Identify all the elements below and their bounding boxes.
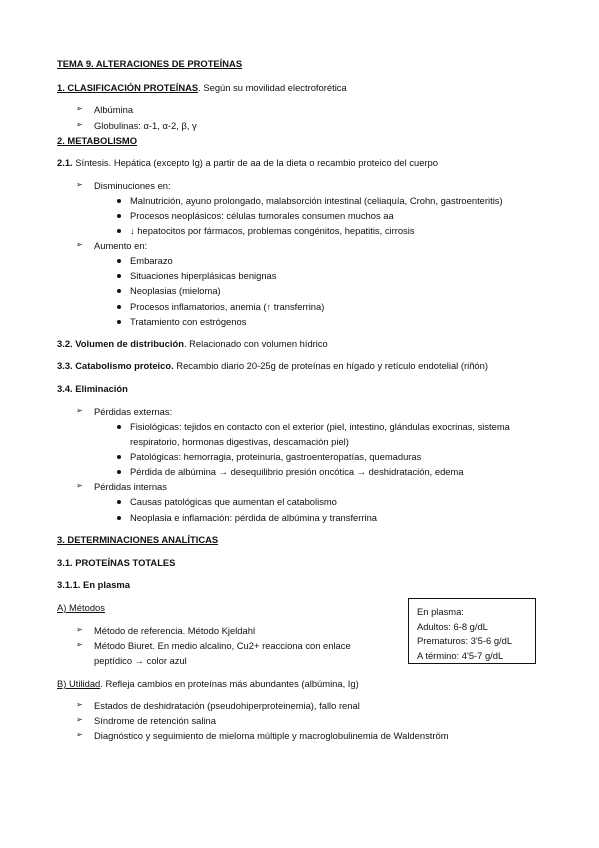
catabolismo-text: Recambio diario 20-25g de proteínas en hígado y retículo endotelial (riñón)	[173, 360, 488, 371]
bullet-dot-icon	[117, 305, 121, 309]
list-item: Albúmina	[94, 104, 134, 115]
box-line: A término: 4'5-7 g/dL	[417, 649, 504, 661]
list-item: Fisiológicas: tejidos en contacto con el exterior (piel, intestino, glándulas exocrinas, sistema	[130, 421, 510, 432]
list-item: Aumento en:	[94, 240, 148, 251]
bullet-dot-icon	[117, 274, 121, 278]
section-1-heading	[57, 82, 347, 94]
arrow-bullet-icon: ➢	[76, 104, 83, 113]
bullet-dot-icon	[117, 320, 121, 324]
list-item: Malnutrición, ayuno prolongado, malabsorción intestinal (celiaquía, Crohn, gastroenteritis)	[130, 195, 503, 206]
utilidad-label: B) Utilidad	[57, 678, 101, 689]
sintesis-number: 2.1.	[57, 157, 73, 168]
list-item: ↓ hepatocitos por fármacos, problemas congénitos, hepatitis, cirrosis	[130, 225, 415, 236]
arrow-bullet-icon: ➢	[76, 640, 83, 649]
volumen-paragraph	[57, 338, 328, 350]
list-item: Estados de deshidratación (pseudohiperproteinemia), fallo renal	[94, 700, 360, 711]
bullet-dot-icon	[117, 500, 121, 504]
section-2-heading: 2. METABOLISMO	[57, 135, 138, 146]
list-item: Método Biuret. En medio alcalino, Cu2+ reacciona con enlace	[94, 640, 351, 651]
list-item: Pérdida de albúmina → desequilibrio presión oncótica → deshidratación, edema	[130, 466, 464, 477]
list-item: Método de referencia. Método Kjeldahl	[94, 625, 256, 636]
arrow-bullet-icon: ➢	[76, 120, 83, 129]
bullet-dot-icon	[117, 470, 121, 474]
list-item: Situaciones hiperplásicas benignas	[130, 270, 277, 281]
section-1-subtitle: . Según su movilidad electroforética	[198, 82, 347, 93]
catabolismo-paragraph	[57, 360, 488, 372]
arrow-bullet-icon: ➢	[76, 481, 83, 490]
list-item: Globulinas: α-1, α-2, β, γ	[94, 120, 197, 131]
arrow-bullet-icon: ➢	[76, 240, 83, 249]
volumen-label: 3.2. Volumen de distribución	[57, 338, 184, 349]
subsection-heading: 3.1. PROTEÍNAS TOTALES	[57, 557, 176, 568]
list-item: Disminuciones en:	[94, 180, 171, 191]
list-item: Síndrome de retención salina	[94, 715, 216, 726]
arrow-bullet-icon: ➢	[76, 730, 83, 739]
bullet-dot-icon	[117, 229, 121, 233]
utilidad-text: . Refleja cambios en proteínas más abundantes (albúmina, Ig)	[100, 678, 359, 689]
bullet-dot-icon	[117, 516, 121, 520]
list-item: Tratamiento con estrógenos	[130, 316, 247, 327]
page-title: TEMA 9. ALTERACIONES DE PROTEÍNAS	[57, 58, 243, 69]
utilidad-paragraph	[57, 678, 359, 690]
list-item: Neoplasias (mieloma)	[130, 285, 221, 296]
list-item-continuation: respiratorio, hormonas digestivas, descamación piel)	[130, 436, 349, 447]
bullet-dot-icon	[117, 425, 121, 429]
subsubsection-heading: 3.1.1. En plasma	[57, 579, 130, 590]
bullet-dot-icon	[117, 289, 121, 293]
list-item: Patológicas: hemorragia, proteinuria, gastroenteropatías, quemaduras	[130, 451, 422, 462]
arrow-bullet-icon: ➢	[76, 700, 83, 709]
list-item: Procesos inflamatorios, anemia (↑ transferrina)	[130, 301, 325, 312]
reference-values-box	[408, 598, 536, 664]
bullet-dot-icon	[117, 455, 121, 459]
bullet-dot-icon	[117, 214, 121, 218]
box-line: Prematuros: 3'5-6 g/dL	[417, 635, 513, 647]
catabolismo-label: 3.3. Catabolismo proteico.	[57, 360, 174, 371]
list-item-continuation: peptídico → color azul	[94, 655, 187, 666]
arrow-bullet-icon: ➢	[76, 625, 83, 634]
eliminacion-heading: 3.4. Eliminación	[57, 383, 128, 394]
section-1-title: 1. CLASIFICACIÓN PROTEÍNAS	[57, 82, 199, 93]
sintesis-label: Síntesis	[75, 157, 109, 168]
bullet-dot-icon	[117, 199, 121, 203]
list-item: Embarazo	[130, 255, 173, 266]
list-item: Causas patológicas que aumentan el catabolismo	[130, 496, 337, 507]
list-item: Pérdidas externas:	[94, 406, 173, 417]
bullet-dot-icon	[117, 259, 121, 263]
section-3-heading: 3. DETERMINACIONES ANALÍTICAS	[57, 534, 219, 545]
list-item: Pérdidas internas	[94, 481, 167, 492]
box-line: En plasma:	[417, 606, 464, 617]
list-item: Neoplasia e inflamación: pérdida de albúmina y transferrina	[130, 512, 378, 523]
sintesis-text: . Hepática (excepto Ig) a partir de aa de la dieta o recambio proteico del cuerpo	[108, 157, 438, 168]
arrow-bullet-icon: ➢	[76, 715, 83, 724]
volumen-text: . Relacionado con volumen hídrico	[183, 338, 328, 349]
list-item: Diagnóstico y seguimiento de mieloma múltiple y macroglobulinemia de Waldenström	[94, 730, 449, 741]
arrow-bullet-icon: ➢	[76, 406, 83, 415]
metodos-heading: A) Métodos	[57, 602, 105, 613]
list-item: Procesos neoplásicos: células tumorales consumen muchos aa	[130, 210, 394, 221]
sintesis-paragraph	[57, 157, 438, 169]
arrow-bullet-icon: ➢	[76, 180, 83, 189]
box-line: Adultos: 6-8 g/dL	[417, 620, 488, 632]
